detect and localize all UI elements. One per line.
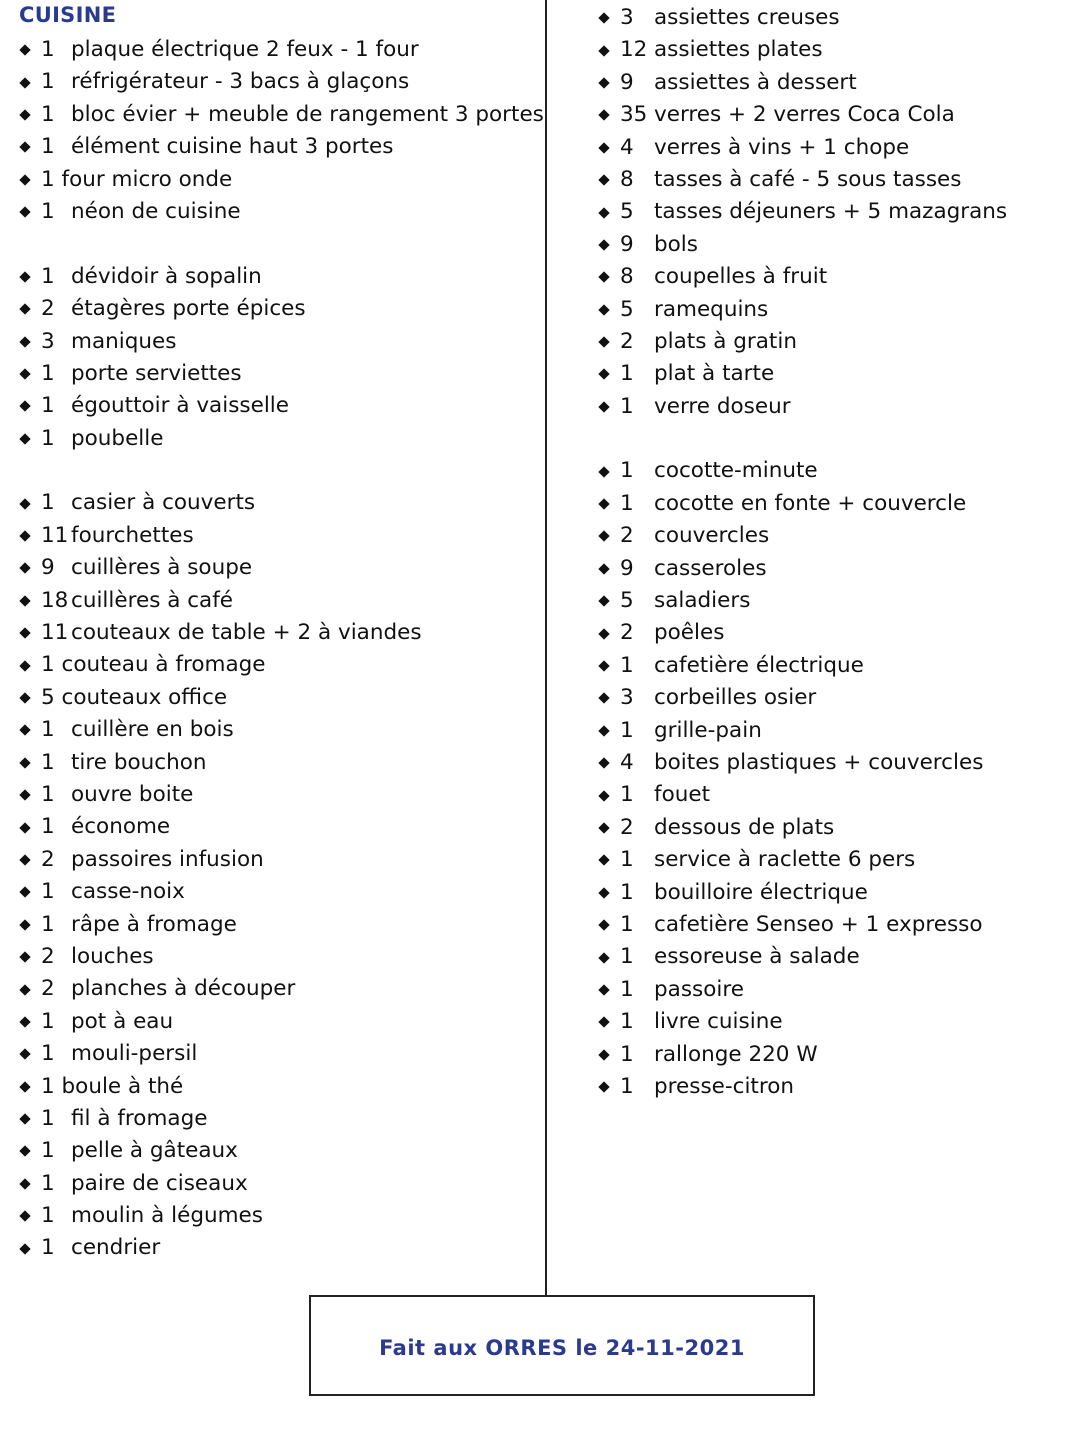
list-item	[18, 1168, 538, 1200]
list-item	[597, 747, 1067, 779]
item-quantity: 1	[41, 717, 55, 743]
item-quantity: 1	[41, 360, 55, 386]
list-item	[597, 585, 1067, 617]
diamond-bullet-icon	[598, 401, 609, 412]
item-label: cuillère en bois	[71, 717, 234, 743]
list-item	[597, 391, 1067, 423]
item-quantity: 9	[41, 555, 55, 581]
list-item	[18, 164, 538, 196]
diamond-bullet-icon	[19, 628, 30, 639]
list-item	[597, 812, 1067, 844]
diamond-bullet-icon	[19, 1016, 30, 1027]
item-label: maniques	[71, 328, 177, 354]
item-quantity: 1	[41, 879, 55, 905]
diamond-bullet-icon	[19, 401, 30, 412]
diamond-bullet-icon	[19, 595, 30, 606]
item-label: pelle à gâteaux	[71, 1138, 238, 1164]
item-quantity: 11	[41, 620, 69, 646]
item-label: tire bouchon	[71, 749, 207, 775]
diamond-bullet-icon	[19, 919, 30, 930]
item-quantity: 1	[41, 1235, 55, 1261]
item-label: étagères porte épices	[71, 296, 306, 322]
item-label: plats à gratin	[654, 328, 797, 354]
item-quantity: 1	[41, 781, 55, 807]
list-item	[18, 390, 538, 422]
list-item	[18, 1071, 538, 1103]
item-quantity: 18	[41, 587, 69, 613]
item-quantity: 1	[41, 198, 55, 224]
diamond-bullet-icon	[19, 368, 30, 379]
item-label: poubelle	[71, 425, 164, 451]
list-item	[597, 196, 1067, 228]
diamond-bullet-icon	[598, 304, 609, 315]
diamond-bullet-icon	[19, 174, 30, 185]
item-label: louches	[71, 943, 154, 969]
list-item	[18, 811, 538, 843]
diamond-bullet-icon	[19, 757, 30, 768]
diamond-bullet-icon	[19, 45, 30, 56]
diamond-bullet-icon	[598, 855, 609, 866]
list-item	[18, 131, 538, 163]
item-quantity: 9	[620, 555, 634, 581]
list-item	[597, 779, 1067, 811]
diamond-bullet-icon	[598, 1049, 609, 1060]
list-item	[597, 358, 1067, 390]
item-label: tasses déjeuners + 5 mazagrans	[654, 199, 1008, 225]
list-item	[597, 909, 1067, 941]
list-item	[597, 877, 1067, 909]
list-item	[18, 649, 538, 681]
item-label: pot à eau	[71, 1008, 174, 1034]
list-item	[18, 34, 538, 66]
item-quantity: 1	[41, 425, 55, 451]
list-item	[597, 455, 1067, 487]
list-item	[18, 844, 538, 876]
list-item	[18, 714, 538, 746]
list-spacer	[18, 228, 538, 260]
item-label: cafetière Senseo + 1 expresso	[654, 911, 983, 937]
item-label: couvercles	[654, 523, 770, 549]
diamond-bullet-icon	[598, 239, 609, 250]
item-label: réfrigérateur - 3 bacs à glaçons	[71, 69, 410, 95]
diamond-bullet-icon	[598, 1081, 609, 1092]
diamond-bullet-icon	[19, 1211, 30, 1222]
diamond-bullet-icon	[19, 433, 30, 444]
list-item	[18, 487, 538, 519]
item-quantity: 1	[41, 1170, 55, 1196]
footer-date-text: Fait aux ORRES le 24-11-2021	[379, 1335, 745, 1360]
diamond-bullet-icon	[598, 790, 609, 801]
diamond-bullet-icon	[19, 530, 30, 541]
item-label: économe	[71, 814, 171, 840]
item-quantity: 1	[620, 879, 634, 905]
item-quantity: 1	[620, 393, 634, 419]
item-label: coupelles à fruit	[654, 264, 828, 290]
item-label: verres + 2 verres Coca Cola	[654, 102, 955, 128]
item-quantity: 5	[620, 199, 634, 225]
item-quantity: 35	[620, 102, 648, 128]
diamond-bullet-icon	[19, 887, 30, 898]
item-label: dessous de plats	[654, 814, 835, 840]
item-label: bloc évier + meuble de rangement 3 portes	[71, 101, 544, 127]
diamond-bullet-icon	[19, 790, 30, 801]
diamond-bullet-icon	[598, 660, 609, 671]
diamond-bullet-icon	[19, 336, 30, 347]
item-quantity: 1	[41, 1138, 55, 1164]
item-label: porte serviettes	[71, 360, 242, 386]
list-item	[597, 553, 1067, 585]
list-item	[18, 1103, 538, 1135]
diamond-bullet-icon	[19, 304, 30, 315]
item-label: verre doseur	[654, 393, 791, 419]
list-item	[597, 132, 1067, 164]
list-item	[18, 1232, 538, 1264]
item-quantity: 1	[41, 1008, 55, 1034]
item-label: égouttoir à vaisselle	[71, 393, 290, 419]
item-label: planches à découper	[71, 976, 296, 1002]
item-quantity: 12	[620, 37, 648, 63]
list-item	[597, 99, 1067, 131]
item-label: bouilloire électrique	[654, 879, 868, 905]
item-label: assiettes à dessert	[654, 69, 857, 95]
item-label: fourchettes	[71, 522, 194, 548]
list-item	[597, 844, 1067, 876]
list-item	[18, 682, 538, 714]
item-label: cocotte-minute	[654, 458, 818, 484]
item-label: service à raclette 6 pers	[654, 847, 916, 873]
item-label: plat à tarte	[654, 361, 775, 387]
item-quantity: 1	[620, 944, 634, 970]
item-quantity: 3	[620, 685, 634, 711]
list-item	[597, 974, 1067, 1006]
item-quantity: 8	[620, 166, 634, 192]
item-label: cafetière électrique	[654, 652, 864, 678]
item-quantity: 5	[620, 296, 634, 322]
item-label: assiettes creuses	[654, 5, 840, 30]
item-label: dévidoir à sopalin	[71, 263, 262, 289]
list-item	[18, 196, 538, 228]
diamond-bullet-icon	[19, 984, 30, 995]
item-label: passoires infusion	[71, 846, 264, 872]
list-item	[18, 326, 538, 358]
diamond-bullet-icon	[598, 77, 609, 88]
item-label: 1 four micro onde	[41, 166, 233, 192]
list-item	[18, 66, 538, 98]
diamond-bullet-icon	[19, 109, 30, 120]
diamond-bullet-icon	[598, 563, 609, 574]
item-label: ouvre boite	[71, 781, 194, 807]
diamond-bullet-icon	[598, 919, 609, 930]
list-item	[597, 1071, 1067, 1103]
diamond-bullet-icon	[598, 628, 609, 639]
item-label: fouet	[654, 782, 711, 808]
list-item	[18, 520, 538, 552]
list-item	[597, 326, 1067, 358]
list-item	[18, 1006, 538, 1038]
diamond-bullet-icon	[19, 1113, 30, 1124]
list-item	[18, 941, 538, 973]
list-item	[597, 1039, 1067, 1071]
item-quantity: 1	[620, 911, 634, 937]
item-quantity: 1	[620, 1073, 634, 1099]
item-quantity: 1	[41, 1203, 55, 1229]
item-quantity: 1	[620, 652, 634, 678]
list-item	[18, 1038, 538, 1070]
diamond-bullet-icon	[598, 498, 609, 509]
diamond-bullet-icon	[19, 498, 30, 509]
diamond-bullet-icon	[19, 563, 30, 574]
diamond-bullet-icon	[598, 336, 609, 347]
item-quantity: 1	[41, 134, 55, 160]
diamond-bullet-icon	[19, 822, 30, 833]
item-label: élément cuisine haut 3 portes	[71, 134, 394, 160]
item-label: casseroles	[654, 555, 767, 581]
list-item	[18, 585, 538, 617]
diamond-bullet-icon	[19, 1178, 30, 1189]
item-label: paire de ciseaux	[71, 1170, 248, 1196]
diamond-bullet-icon	[19, 854, 30, 865]
item-label: passoire	[654, 976, 744, 1002]
item-label: mouli-persil	[71, 1041, 198, 1067]
list-spacer	[18, 455, 538, 487]
item-quantity: 2	[41, 976, 55, 1002]
list-item	[597, 715, 1067, 747]
item-quantity: 4	[620, 134, 634, 160]
list-item	[18, 423, 538, 455]
list-item	[18, 747, 538, 779]
diamond-bullet-icon	[598, 984, 609, 995]
item-label: cuillères à soupe	[71, 555, 253, 581]
item-quantity: 1	[41, 37, 55, 62]
item-label: rallonge 220 W	[654, 1041, 818, 1067]
item-quantity: 1	[41, 490, 55, 516]
list-item	[18, 293, 538, 325]
item-label: couteaux de table + 2 à viandes	[71, 620, 422, 646]
list-item	[597, 164, 1067, 196]
item-label: cendrier	[71, 1235, 161, 1261]
diamond-bullet-icon	[598, 110, 609, 121]
item-quantity: 1	[41, 69, 55, 95]
item-label: casse-noix	[71, 879, 185, 905]
section-title: CUISINE	[19, 3, 117, 27]
item-label: presse-citron	[654, 1073, 795, 1099]
item-label: 1 boule à thé	[41, 1073, 184, 1099]
diamond-bullet-icon	[19, 660, 30, 671]
list-item	[18, 552, 538, 584]
diamond-bullet-icon	[598, 466, 609, 477]
item-label: bols	[654, 231, 698, 257]
item-label: assiettes plates	[654, 37, 823, 63]
item-label: cocotte en fonte + couvercle	[654, 490, 967, 516]
diamond-bullet-icon	[598, 531, 609, 542]
diamond-bullet-icon	[598, 272, 609, 283]
list-item	[18, 617, 538, 649]
item-label: 5 couteaux office	[41, 684, 228, 710]
diamond-bullet-icon	[598, 822, 609, 833]
list-item	[18, 99, 544, 131]
list-item	[597, 67, 1067, 99]
diamond-bullet-icon	[19, 1081, 30, 1092]
list-item	[18, 261, 538, 293]
item-quantity: 9	[620, 231, 634, 257]
diamond-bullet-icon	[598, 369, 609, 380]
item-quantity: 1	[620, 847, 634, 873]
item-label: essoreuse à salade	[654, 944, 860, 970]
item-label: moulin à légumes	[71, 1203, 263, 1229]
item-quantity: 2	[620, 620, 634, 646]
item-quantity: 9	[620, 69, 634, 95]
item-quantity: 1	[620, 1041, 634, 1067]
list-item	[597, 229, 1067, 261]
item-quantity: 1	[41, 101, 55, 127]
list-item	[597, 2, 1067, 34]
item-label: fil à fromage	[71, 1105, 208, 1131]
list-item	[597, 488, 1067, 520]
diamond-bullet-icon	[598, 952, 609, 963]
item-quantity: 8	[620, 264, 634, 290]
diamond-bullet-icon	[19, 271, 30, 282]
item-quantity: 1	[620, 717, 634, 743]
list-item	[18, 1135, 538, 1167]
item-quantity: 11	[41, 522, 69, 548]
diamond-bullet-icon	[598, 45, 609, 56]
left-inventory-list	[18, 34, 544, 1265]
item-label: corbeilles osier	[654, 685, 817, 711]
item-label: cuillères à café	[71, 587, 234, 613]
diamond-bullet-icon	[19, 1243, 30, 1254]
item-quantity: 1	[620, 458, 634, 484]
diamond-bullet-icon	[598, 596, 609, 607]
item-quantity: 1	[41, 393, 55, 419]
column-divider	[545, 0, 547, 1296]
item-quantity: 3	[620, 5, 634, 30]
diamond-bullet-icon	[19, 142, 30, 153]
item-label: plaque électrique 2 feux - 1 four	[71, 37, 419, 62]
list-item	[597, 520, 1067, 552]
right-inventory-list	[597, 2, 1067, 1103]
list-item	[18, 358, 538, 390]
list-item	[18, 1200, 538, 1232]
item-label: saladiers	[654, 588, 751, 614]
diamond-bullet-icon	[598, 725, 609, 736]
diamond-bullet-icon	[19, 725, 30, 736]
item-quantity: 1	[41, 1041, 55, 1067]
diamond-bullet-icon	[598, 887, 609, 898]
item-quantity: 1	[620, 976, 634, 1002]
list-item	[597, 617, 1067, 649]
item-label: grille-pain	[654, 717, 762, 743]
list-item	[597, 682, 1067, 714]
item-quantity: 1	[41, 263, 55, 289]
diamond-bullet-icon	[19, 951, 30, 962]
list-item	[597, 1006, 1067, 1038]
item-quantity: 2	[41, 943, 55, 969]
list-item	[597, 650, 1067, 682]
diamond-bullet-icon	[19, 692, 30, 703]
item-quantity: 4	[620, 749, 634, 775]
list-item	[18, 973, 538, 1005]
item-quantity: 1	[620, 782, 634, 808]
item-label: râpe à fromage	[71, 911, 237, 937]
diamond-bullet-icon	[598, 758, 609, 769]
list-item	[597, 261, 1067, 293]
item-quantity: 1	[620, 490, 634, 516]
diamond-bullet-icon	[19, 77, 30, 88]
diamond-bullet-icon	[19, 1146, 30, 1157]
list-item	[597, 941, 1067, 973]
item-label: ramequins	[654, 296, 769, 322]
list-item	[18, 779, 538, 811]
list-spacer	[597, 423, 1067, 455]
diamond-bullet-icon	[19, 206, 30, 217]
item-label: 1 couteau à fromage	[41, 652, 266, 678]
item-quantity: 1	[620, 1009, 634, 1035]
item-quantity: 1	[41, 749, 55, 775]
diamond-bullet-icon	[19, 1049, 30, 1060]
diamond-bullet-icon	[598, 142, 609, 153]
item-quantity: 3	[41, 328, 55, 354]
diamond-bullet-icon	[598, 207, 609, 218]
item-label: néon de cuisine	[71, 198, 241, 224]
item-quantity: 5	[620, 588, 634, 614]
item-label: boites plastiques + couvercles	[654, 749, 984, 775]
list-item	[597, 34, 1067, 66]
diamond-bullet-icon	[598, 1017, 609, 1028]
item-quantity: 2	[620, 523, 634, 549]
item-quantity: 2	[620, 814, 634, 840]
diamond-bullet-icon	[598, 693, 609, 704]
item-quantity: 1	[41, 1105, 55, 1131]
list-item	[18, 876, 538, 908]
item-quantity: 2	[41, 296, 55, 322]
list-item	[18, 909, 538, 941]
item-label: casier à couverts	[71, 490, 256, 516]
item-quantity: 1	[620, 361, 634, 387]
item-quantity: 2	[620, 328, 634, 354]
item-label: livre cuisine	[654, 1009, 783, 1035]
item-label: poêles	[654, 620, 725, 646]
item-quantity: 2	[41, 846, 55, 872]
item-label: tasses à café - 5 sous tasses	[654, 166, 962, 192]
list-item	[597, 294, 1067, 326]
item-quantity: 1	[41, 911, 55, 937]
signature-box	[309, 1295, 815, 1396]
item-quantity: 1	[41, 814, 55, 840]
diamond-bullet-icon	[598, 13, 609, 24]
diamond-bullet-icon	[598, 174, 609, 185]
item-label: verres à vins + 1 chope	[654, 134, 910, 160]
